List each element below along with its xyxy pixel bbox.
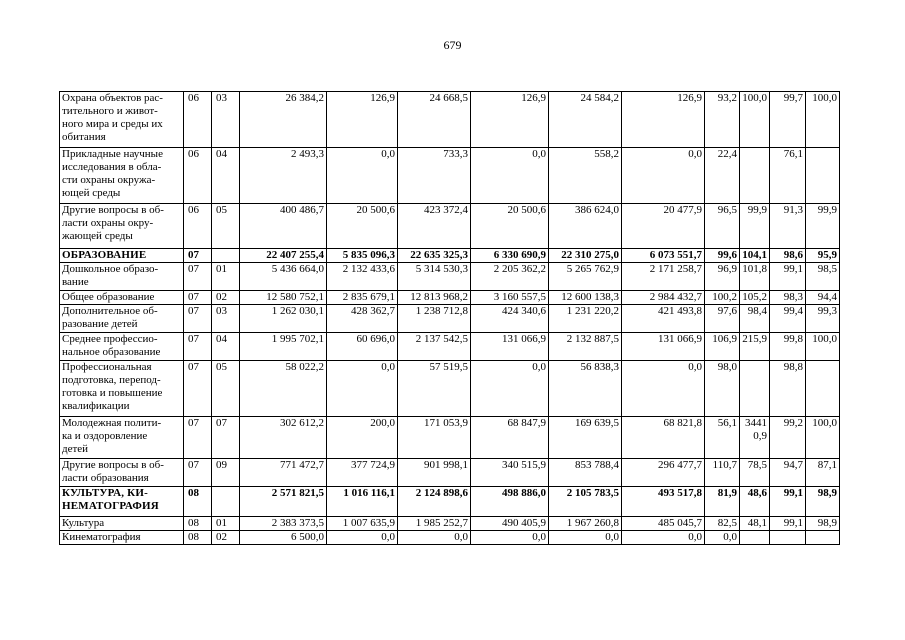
subsection-code: 05 <box>212 361 240 417</box>
amount-4: 0,0 <box>471 361 549 417</box>
amount-5: 1 231 220,2 <box>549 305 622 333</box>
percent-2: 48,6 <box>740 487 770 517</box>
row-name: КУЛЬТУРА, КИ- НЕМАТОГРАФИЯ <box>60 487 184 517</box>
percent-1: 106,9 <box>705 333 740 361</box>
amount-3: 423 372,4 <box>398 204 471 249</box>
table-row <box>60 333 840 361</box>
percent-4: 98,5 <box>806 263 840 291</box>
percent-3: 99,1 <box>770 263 806 291</box>
percent-4: 94,4 <box>806 291 840 305</box>
row-name: ОБРАЗОВАНИЕ <box>60 249 184 263</box>
amount-5: 558,2 <box>549 148 622 204</box>
percent-1: 97,6 <box>705 305 740 333</box>
percent-2: 78,5 <box>740 459 770 487</box>
percent-2: 48,1 <box>740 517 770 531</box>
percent-2: 105,2 <box>740 291 770 305</box>
amount-1: 22 407 255,4 <box>240 249 327 263</box>
row-name: Культура <box>60 517 184 531</box>
budget-table <box>59 91 840 545</box>
amount-6: 0,0 <box>622 361 705 417</box>
row-name: Среднее профессио- нальное образование <box>60 333 184 361</box>
subsection-code: 07 <box>212 417 240 459</box>
amount-1: 2 383 373,5 <box>240 517 327 531</box>
amount-3: 1 985 252,7 <box>398 517 471 531</box>
percent-2: 215,9 <box>740 333 770 361</box>
section-code: 07 <box>184 459 212 487</box>
subsection-code <box>212 249 240 263</box>
percent-3: 91,3 <box>770 204 806 249</box>
percent-4 <box>806 361 840 417</box>
amount-4: 340 515,9 <box>471 459 549 487</box>
amount-6: 296 477,7 <box>622 459 705 487</box>
section-code: 08 <box>184 531 212 545</box>
amount-3: 2 137 542,5 <box>398 333 471 361</box>
amount-2: 0,0 <box>327 148 398 204</box>
amount-6: 2 171 258,7 <box>622 263 705 291</box>
amount-3: 901 998,1 <box>398 459 471 487</box>
percent-1: 110,7 <box>705 459 740 487</box>
amount-2: 5 835 096,3 <box>327 249 398 263</box>
section-code: 06 <box>184 148 212 204</box>
subsection-code: 02 <box>212 291 240 305</box>
amount-1: 771 472,7 <box>240 459 327 487</box>
amount-5: 1 967 260,8 <box>549 517 622 531</box>
row-name: Другие вопросы в об- ласти охраны окру- жающей среды <box>60 204 184 249</box>
amount-1: 26 384,2 <box>240 92 327 148</box>
amount-1: 302 612,2 <box>240 417 327 459</box>
amount-3: 0,0 <box>398 531 471 545</box>
percent-1: 93,2 <box>705 92 740 148</box>
amount-2: 2 835 679,1 <box>327 291 398 305</box>
amount-2: 1 016 116,1 <box>327 487 398 517</box>
percent-4: 98,9 <box>806 517 840 531</box>
percent-1: 56,1 <box>705 417 740 459</box>
percent-3 <box>770 531 806 545</box>
amount-6: 493 517,8 <box>622 487 705 517</box>
percent-2: 98,4 <box>740 305 770 333</box>
amount-4: 498 886,0 <box>471 487 549 517</box>
table-row <box>60 92 840 148</box>
percent-3: 99,4 <box>770 305 806 333</box>
amount-6: 6 073 551,7 <box>622 249 705 263</box>
percent-2: 100,0 <box>740 92 770 148</box>
amount-2: 0,0 <box>327 531 398 545</box>
amount-5: 12 600 138,3 <box>549 291 622 305</box>
amount-6: 131 066,9 <box>622 333 705 361</box>
subsection-code: 04 <box>212 148 240 204</box>
row-name: Прикладные научные исследования в обла- сти охраны окружа- ющей среды <box>60 148 184 204</box>
percent-3: 99,7 <box>770 92 806 148</box>
percent-3: 76,1 <box>770 148 806 204</box>
percent-1: 81,9 <box>705 487 740 517</box>
row-name: Профессиональная подготовка, перепод- готовка и повышение квалификации <box>60 361 184 417</box>
subsection-code <box>212 487 240 517</box>
amount-5: 56 838,3 <box>549 361 622 417</box>
amount-6: 485 045,7 <box>622 517 705 531</box>
amount-4: 131 066,9 <box>471 333 549 361</box>
section-code: 07 <box>184 361 212 417</box>
row-name: Охрана объектов рас- тительного и живот- ного мира и среды их обитания <box>60 92 184 148</box>
amount-4: 68 847,9 <box>471 417 549 459</box>
percent-1: 96,9 <box>705 263 740 291</box>
amount-4: 490 405,9 <box>471 517 549 531</box>
amount-5: 22 310 275,0 <box>549 249 622 263</box>
section-code: 08 <box>184 517 212 531</box>
percent-3: 98,3 <box>770 291 806 305</box>
percent-4: 98,9 <box>806 487 840 517</box>
amount-2: 1 007 635,9 <box>327 517 398 531</box>
percent-2 <box>740 148 770 204</box>
percent-4 <box>806 531 840 545</box>
amount-2: 377 724,9 <box>327 459 398 487</box>
amount-3: 171 053,9 <box>398 417 471 459</box>
page-number: 679 <box>443 38 462 52</box>
percent-4: 95,9 <box>806 249 840 263</box>
section-code: 07 <box>184 333 212 361</box>
amount-6: 0,0 <box>622 531 705 545</box>
section-code: 07 <box>184 305 212 333</box>
amount-3: 22 635 325,3 <box>398 249 471 263</box>
percent-1: 96,5 <box>705 204 740 249</box>
amount-6: 126,9 <box>622 92 705 148</box>
subsection-code: 01 <box>212 517 240 531</box>
amount-1: 6 500,0 <box>240 531 327 545</box>
amount-1: 5 436 664,0 <box>240 263 327 291</box>
table-row <box>60 204 840 249</box>
percent-4: 99,3 <box>806 305 840 333</box>
section-code: 07 <box>184 263 212 291</box>
amount-5: 853 788,4 <box>549 459 622 487</box>
amount-2: 0,0 <box>327 361 398 417</box>
amount-2: 200,0 <box>327 417 398 459</box>
percent-2: 99,9 <box>740 204 770 249</box>
amount-6: 0,0 <box>622 148 705 204</box>
section-code: 07 <box>184 417 212 459</box>
percent-3: 99,8 <box>770 333 806 361</box>
percent-4: 99,9 <box>806 204 840 249</box>
percent-3: 99,1 <box>770 487 806 517</box>
row-name: Кинематография <box>60 531 184 545</box>
amount-4: 20 500,6 <box>471 204 549 249</box>
subsection-code: 05 <box>212 204 240 249</box>
percent-3: 98,6 <box>770 249 806 263</box>
table-row <box>60 417 840 459</box>
amount-5: 169 639,5 <box>549 417 622 459</box>
table-row <box>60 361 840 417</box>
table-row <box>60 291 840 305</box>
percent-4: 87,1 <box>806 459 840 487</box>
amount-1: 1 995 702,1 <box>240 333 327 361</box>
amount-6: 20 477,9 <box>622 204 705 249</box>
amount-5: 24 584,2 <box>549 92 622 148</box>
table-row <box>60 459 840 487</box>
percent-2 <box>740 361 770 417</box>
subsection-code: 01 <box>212 263 240 291</box>
amount-3: 57 519,5 <box>398 361 471 417</box>
percent-4: 100,0 <box>806 333 840 361</box>
percent-3: 99,2 <box>770 417 806 459</box>
amount-4: 2 205 362,2 <box>471 263 549 291</box>
amount-6: 68 821,8 <box>622 417 705 459</box>
amount-6: 2 984 432,7 <box>622 291 705 305</box>
section-code: 08 <box>184 487 212 517</box>
row-name: Другие вопросы в об- ласти образования <box>60 459 184 487</box>
subsection-code: 03 <box>212 92 240 148</box>
amount-5: 0,0 <box>549 531 622 545</box>
table-row <box>60 487 840 517</box>
row-name: Дошкольное образо- вание <box>60 263 184 291</box>
row-name: Дополнительное об- разование детей <box>60 305 184 333</box>
amount-6: 421 493,8 <box>622 305 705 333</box>
subsection-code: 04 <box>212 333 240 361</box>
table-row <box>60 148 840 204</box>
amount-2: 126,9 <box>327 92 398 148</box>
amount-3: 733,3 <box>398 148 471 204</box>
amount-5: 2 105 783,5 <box>549 487 622 517</box>
percent-4: 100,0 <box>806 92 840 148</box>
table-row <box>60 531 840 545</box>
percent-3: 98,8 <box>770 361 806 417</box>
percent-1: 82,5 <box>705 517 740 531</box>
amount-2: 2 132 433,6 <box>327 263 398 291</box>
amount-1: 400 486,7 <box>240 204 327 249</box>
subsection-code: 09 <box>212 459 240 487</box>
section-code: 07 <box>184 249 212 263</box>
amount-1: 2 493,3 <box>240 148 327 204</box>
amount-2: 20 500,6 <box>327 204 398 249</box>
amount-4: 3 160 557,5 <box>471 291 549 305</box>
amount-2: 60 696,0 <box>327 333 398 361</box>
row-name: Молодежная полити- ка и оздоровление детей <box>60 417 184 459</box>
table-row <box>60 305 840 333</box>
subsection-code: 03 <box>212 305 240 333</box>
percent-1: 22,4 <box>705 148 740 204</box>
amount-5: 5 265 762,9 <box>549 263 622 291</box>
amount-4: 0,0 <box>471 148 549 204</box>
percent-2: 101,8 <box>740 263 770 291</box>
percent-3: 94,7 <box>770 459 806 487</box>
percent-1: 98,0 <box>705 361 740 417</box>
amount-5: 2 132 887,5 <box>549 333 622 361</box>
section-code: 06 <box>184 92 212 148</box>
amount-4: 424 340,6 <box>471 305 549 333</box>
percent-2 <box>740 531 770 545</box>
percent-4: 100,0 <box>806 417 840 459</box>
amount-1: 2 571 821,5 <box>240 487 327 517</box>
table-row <box>60 263 840 291</box>
amount-4: 0,0 <box>471 531 549 545</box>
row-name: Общее образование <box>60 291 184 305</box>
amount-2: 428 362,7 <box>327 305 398 333</box>
amount-1: 58 022,2 <box>240 361 327 417</box>
percent-1: 99,6 <box>705 249 740 263</box>
amount-1: 12 580 752,1 <box>240 291 327 305</box>
percent-2: 104,1 <box>740 249 770 263</box>
percent-1: 0,0 <box>705 531 740 545</box>
percent-4 <box>806 148 840 204</box>
amount-4: 126,9 <box>471 92 549 148</box>
percent-1: 100,2 <box>705 291 740 305</box>
amount-3: 1 238 712,8 <box>398 305 471 333</box>
section-code: 06 <box>184 204 212 249</box>
amount-3: 24 668,5 <box>398 92 471 148</box>
amount-3: 2 124 898,6 <box>398 487 471 517</box>
amount-3: 12 813 968,2 <box>398 291 471 305</box>
table-row <box>60 517 840 531</box>
amount-3: 5 314 530,3 <box>398 263 471 291</box>
subsection-code: 02 <box>212 531 240 545</box>
amount-5: 386 624,0 <box>549 204 622 249</box>
amount-4: 6 330 690,9 <box>471 249 549 263</box>
percent-2: 3441 0,9 <box>740 417 770 459</box>
section-code: 07 <box>184 291 212 305</box>
table-row <box>60 249 840 263</box>
percent-3: 99,1 <box>770 517 806 531</box>
amount-1: 1 262 030,1 <box>240 305 327 333</box>
